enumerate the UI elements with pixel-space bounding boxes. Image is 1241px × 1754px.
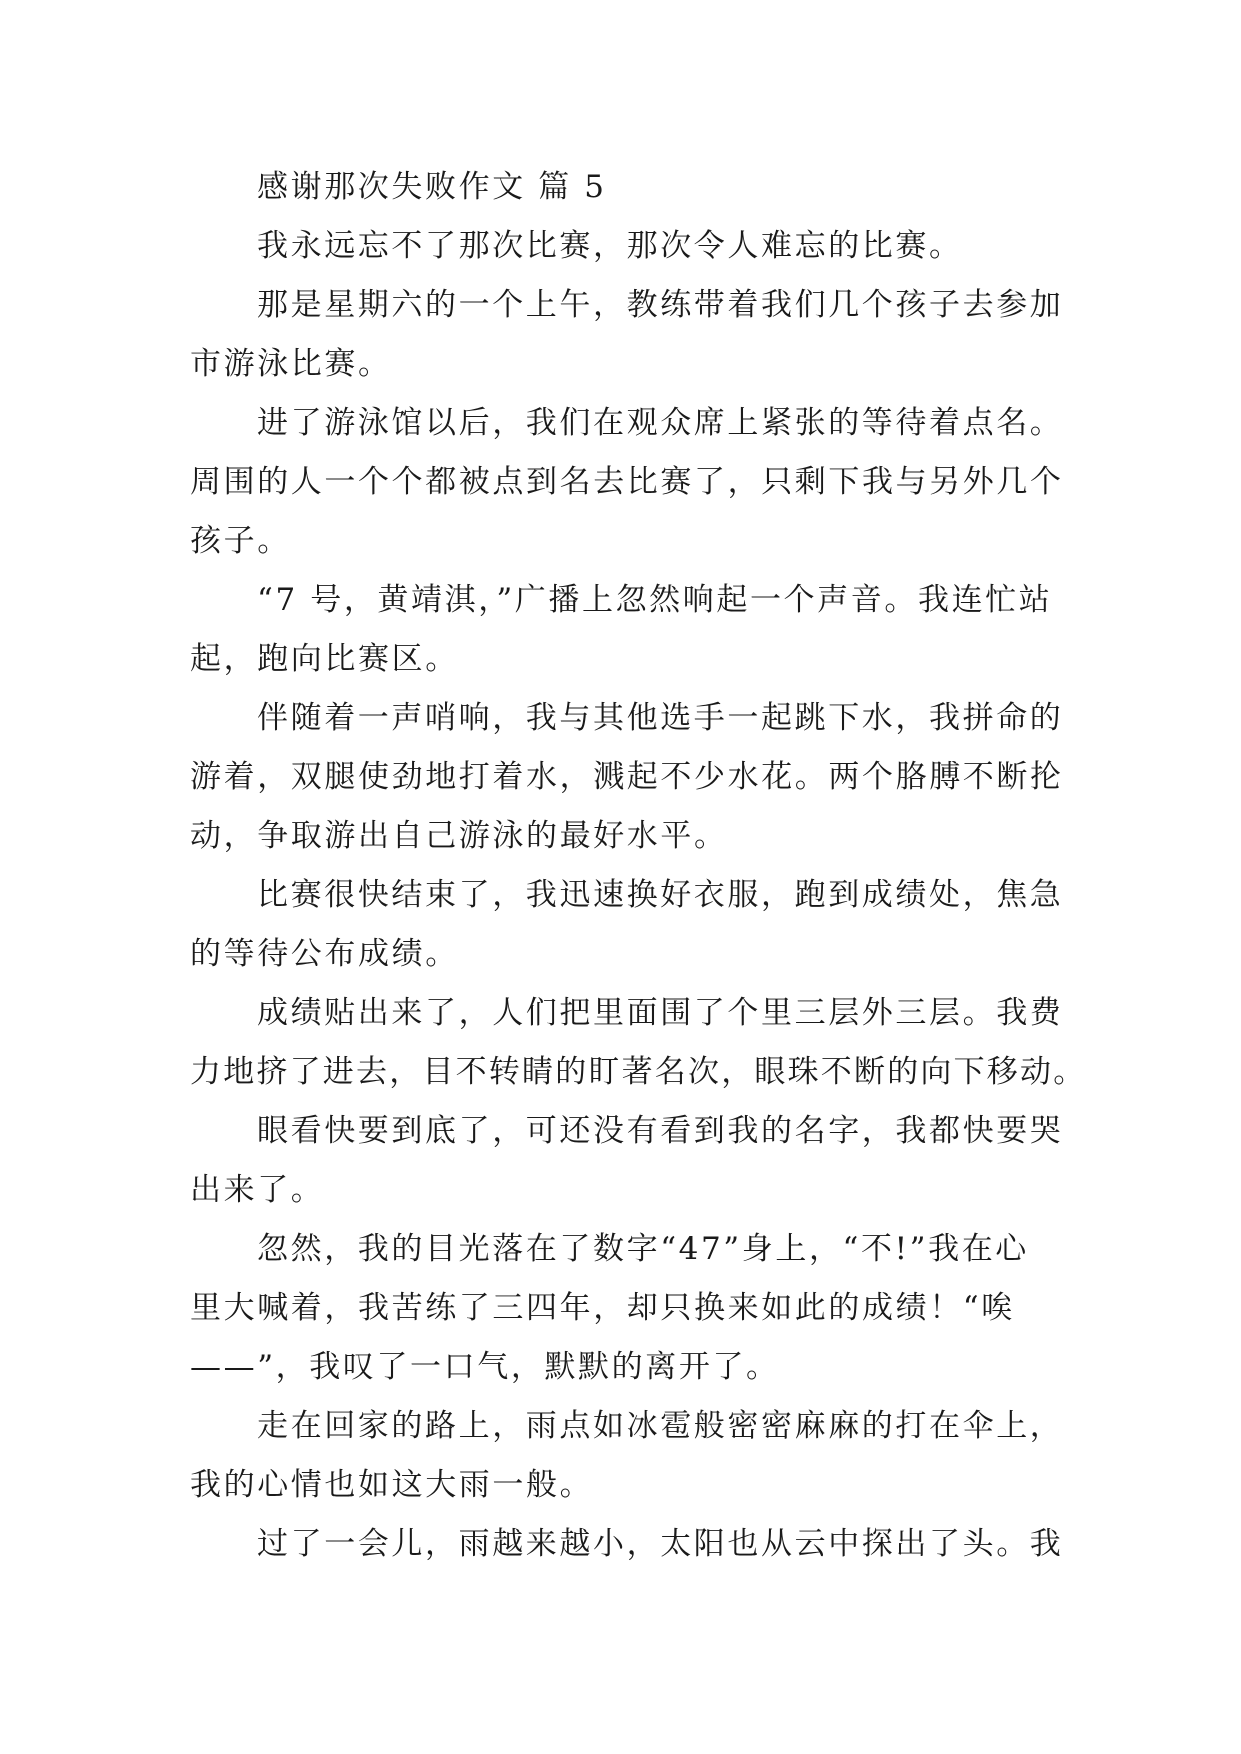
document-title: 感谢那次失败作文 篇 5 <box>257 169 607 205</box>
paragraph-line: 的等待公布成绩。 <box>190 936 459 972</box>
paragraph-line: 动，争取游出自己游泳的最好水平。 <box>190 818 728 854</box>
paragraph-line: 市游泳比赛。 <box>190 346 392 382</box>
paragraph-line: 孩子。 <box>190 523 291 559</box>
paragraph-line: 忽然，我的目光落在了数字“47”身上，“不!”我在心 <box>257 1231 1029 1267</box>
paragraph-line: 伴随着一声哨响，我与其他选手一起跳下水，我拼命的 <box>257 700 1064 736</box>
paragraph-line: 过了一会儿，雨越来越小，太阳也从云中探出了头。我 <box>257 1526 1064 1562</box>
paragraph-line: 比赛很快结束了，我迅速换好衣服，跑到成绩处，焦急 <box>257 877 1064 913</box>
paragraph-line: 力地挤了进去，目不转睛的盯著名次，眼珠不断的向下移动。 <box>190 1054 1087 1090</box>
paragraph-line: “7 号，黄靖淇，”广播上忽然响起一个声音。我连忙站 <box>257 582 1053 618</box>
paragraph-line: 成绩贴出来了，人们把里面围了个里三层外三层。我费 <box>257 995 1064 1031</box>
paragraph-line: ——”，我叹了一口气，默默的离开了。 <box>190 1349 780 1385</box>
paragraph-line: 出来了。 <box>190 1172 325 1208</box>
paragraph-line: 周围的人一个个都被点到名去比赛了，只剩下我与另外几个 <box>190 464 1064 500</box>
paragraph-line: 游着，双腿使劲地打着水，溅起不少水花。两个胳膊不断抡 <box>190 759 1064 795</box>
paragraph-line: 进了游泳馆以后，我们在观众席上紧张的等待着点名。 <box>257 405 1064 441</box>
paragraph-line: 起，跑向比赛区。 <box>190 641 459 677</box>
paragraph-line: 走在回家的路上，雨点如冰雹般密密麻麻的打在伞上， <box>257 1408 1064 1444</box>
paragraph-line: 那是星期六的一个上午，教练带着我们几个孩子去参加 <box>257 287 1064 323</box>
paragraph-line: 眼看快要到底了，可还没有看到我的名字，我都快要哭 <box>257 1113 1064 1149</box>
paragraph-line: 里大喊着，我苦练了三四年，却只换来如此的成绩！“唉 <box>190 1290 1015 1326</box>
paragraph-line: 我永远忘不了那次比赛，那次令人难忘的比赛。 <box>257 228 963 264</box>
paragraph-line: 我的心情也如这大雨一般。 <box>190 1467 594 1503</box>
